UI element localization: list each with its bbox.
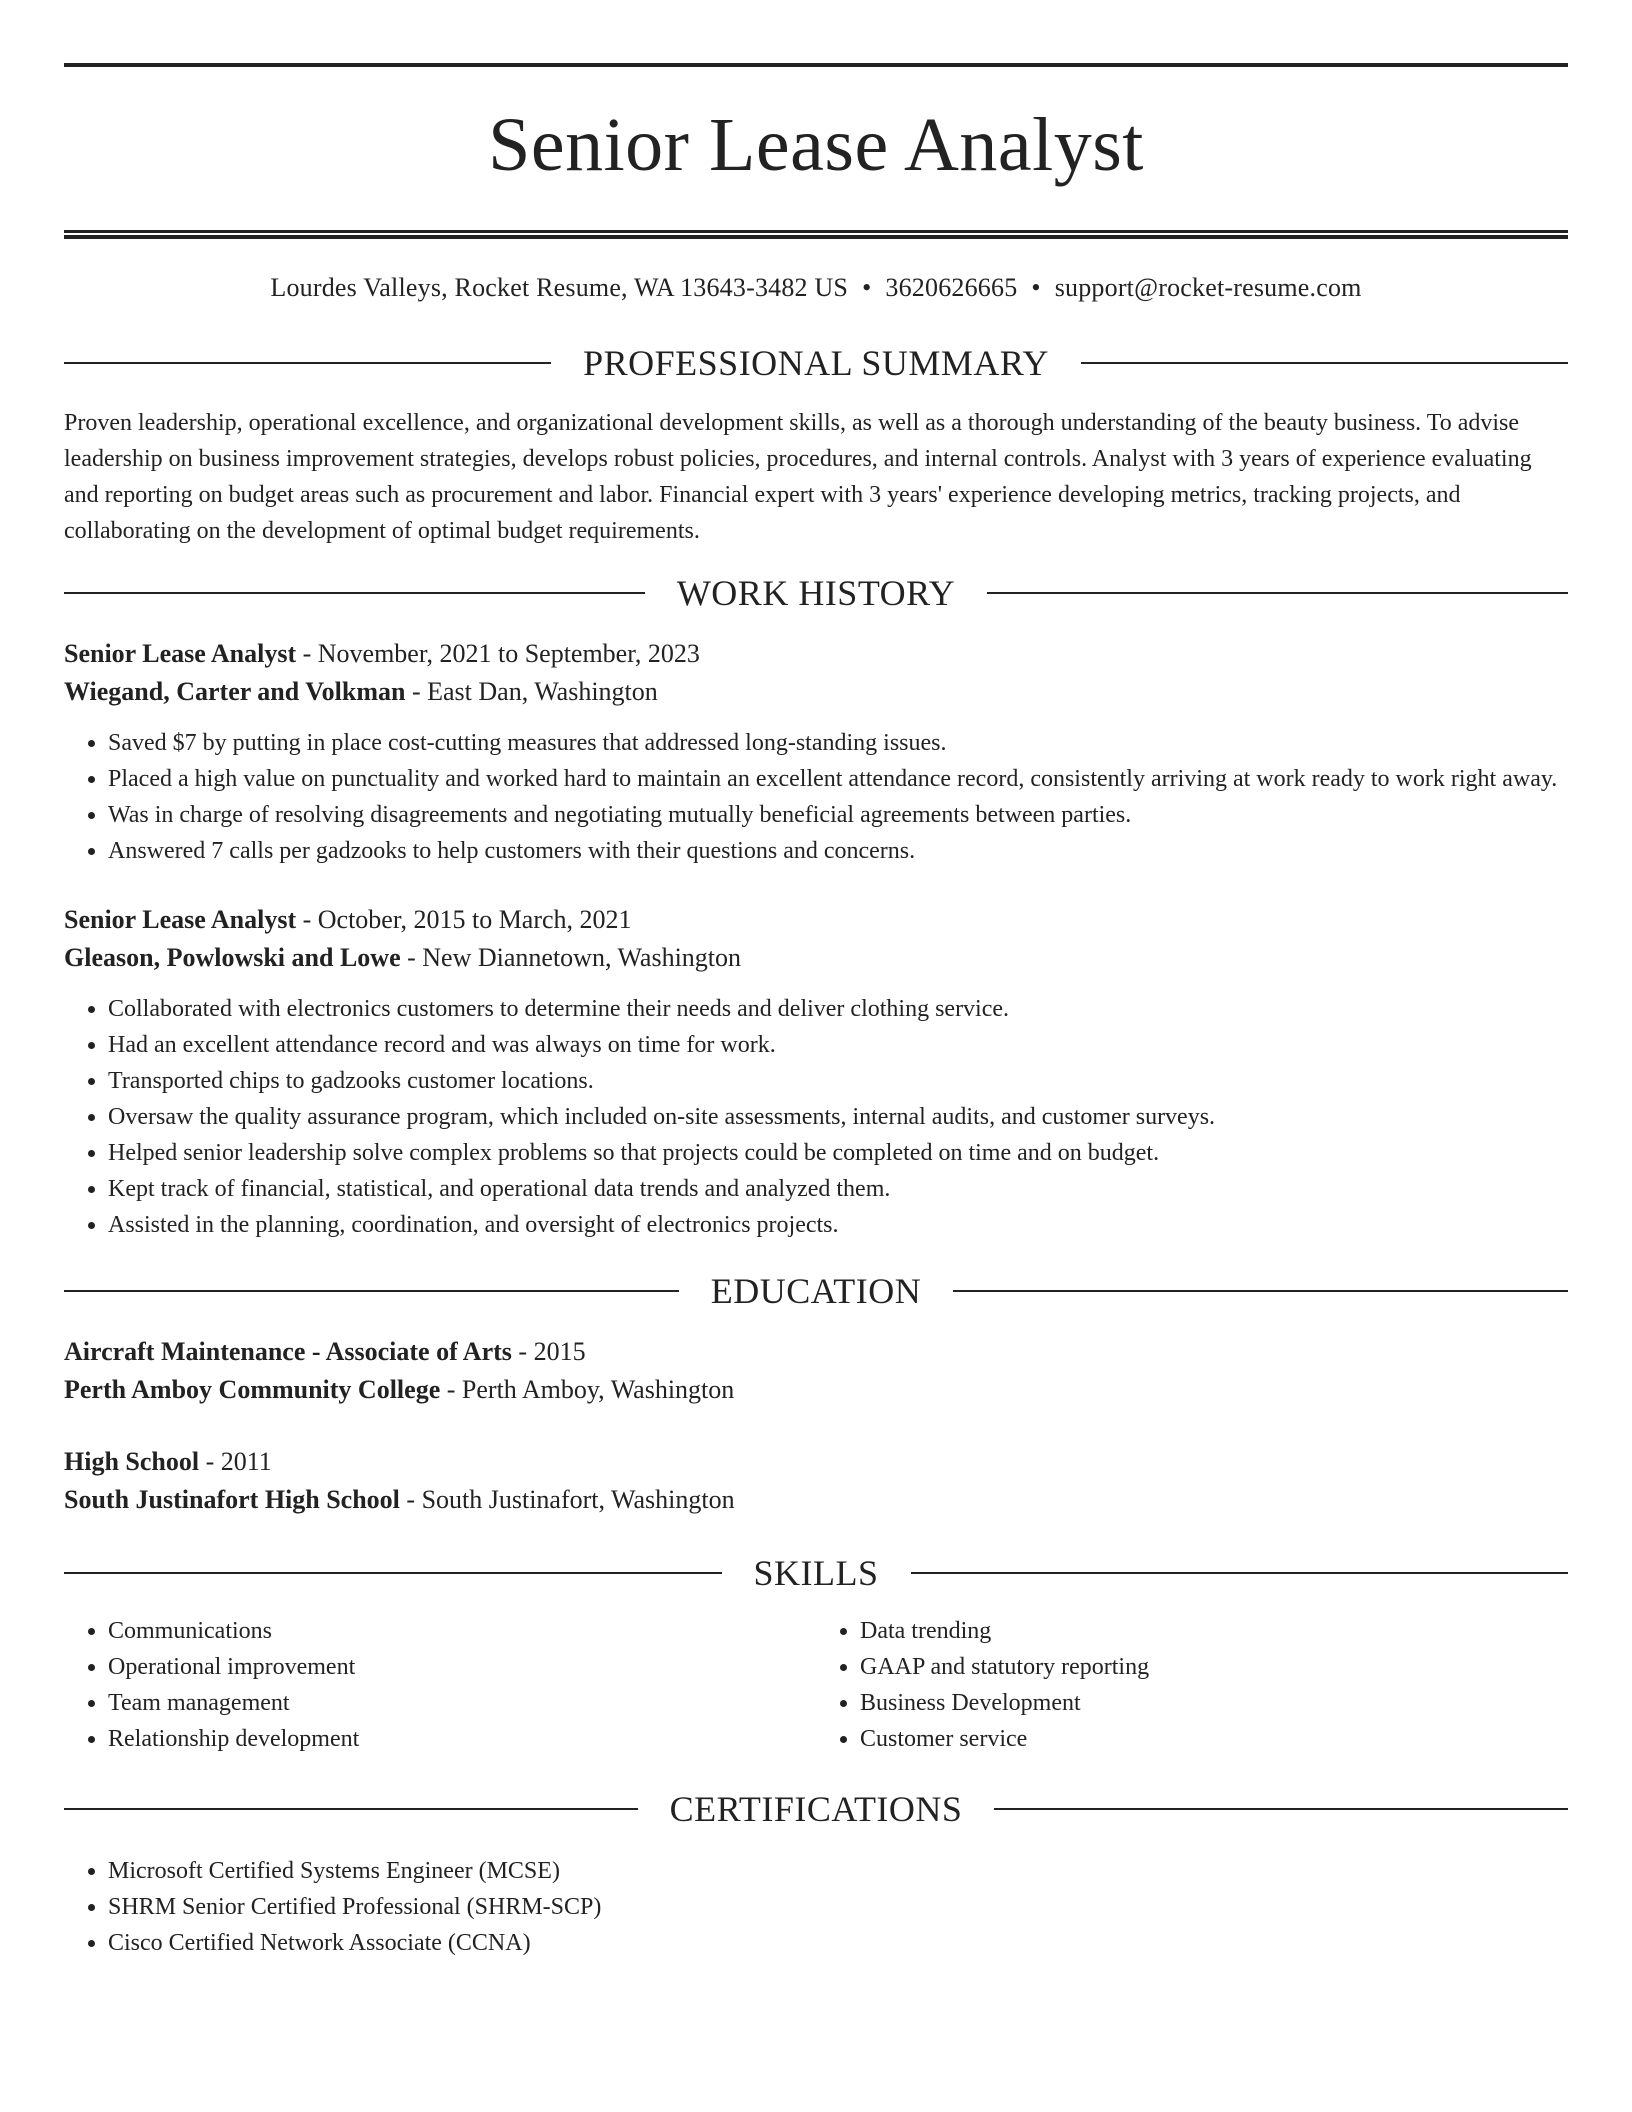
resume-title: Senior Lease Analyst bbox=[488, 103, 1144, 187]
certifications-list bbox=[64, 1853, 1568, 1961]
education-school: Perth Amboy Community College bbox=[64, 1375, 441, 1404]
education-degree: Aircraft Maintenance - Associate of Arts bbox=[64, 1337, 512, 1366]
job-title: Senior Lease Analyst bbox=[64, 905, 297, 934]
certification-item: • SHRM Senior Certified Professional (SHRM-SCP) bbox=[108, 1889, 1568, 1925]
skills-list-right bbox=[816, 1613, 1568, 1757]
heading-rule bbox=[64, 362, 551, 364]
contact-address: Lourdes Valleys, Rocket Resume, WA 13643-3482 US bbox=[270, 273, 849, 302]
skill-item: • Business Development bbox=[860, 1685, 1568, 1721]
skill-item: • GAAP and statutory reporting bbox=[860, 1649, 1568, 1685]
education-entry bbox=[64, 1443, 1568, 1519]
contact-line bbox=[64, 273, 1568, 303]
skills-columns bbox=[64, 1613, 1568, 1757]
education-school: South Justinafort High School bbox=[64, 1485, 400, 1514]
section-heading-education bbox=[64, 1271, 1568, 1311]
job-bullet: • Saved $7 by putting in place cost-cutting measures that addressed long-standing issues. bbox=[108, 725, 1568, 761]
job-dates: - October, 2015 to March, 2021 bbox=[296, 905, 632, 934]
job-bullet: • Collaborated with electronics customers to determine their needs and deliver clothing service. bbox=[108, 991, 1568, 1027]
heading-rule bbox=[64, 1290, 679, 1292]
job-bullet: • Transported chips to gadzooks customer locations. bbox=[108, 1063, 1568, 1099]
education-location: - Perth Amboy, Washington bbox=[440, 1375, 735, 1404]
heading-rule bbox=[1081, 362, 1568, 364]
heading-rule bbox=[987, 592, 1568, 594]
education-year: - 2015 bbox=[511, 1337, 586, 1366]
education-school-line bbox=[64, 1371, 1568, 1409]
job-bullet: • Had an excellent attendance record and was always on time for work. bbox=[108, 1027, 1568, 1063]
section-title: PROFESSIONAL SUMMARY bbox=[583, 343, 1049, 383]
heading-rule bbox=[64, 592, 645, 594]
job-location: - East Dan, Washington bbox=[405, 677, 658, 706]
top-rule bbox=[64, 63, 1568, 67]
skill-item: • Team management bbox=[108, 1685, 816, 1721]
job-bullet: • Helped senior leadership solve complex problems so that projects could be completed on time and on budget. bbox=[108, 1135, 1568, 1171]
education-school-line bbox=[64, 1481, 1568, 1519]
job-bullet: • Placed a high value on punctuality and worked hard to maintain an excellent attendance record, consistently arriving at work ready to work right away. bbox=[108, 761, 1568, 797]
heading-rule bbox=[64, 1572, 722, 1574]
job-entry bbox=[64, 901, 1568, 1243]
job-company-line bbox=[64, 939, 1568, 977]
skill-item: • Relationship development bbox=[108, 1721, 816, 1757]
certification-item: • Cisco Certified Network Associate (CCNA) bbox=[108, 1925, 1568, 1961]
skill-item: • Data trending bbox=[860, 1613, 1568, 1649]
section-title: SKILLS bbox=[753, 1553, 879, 1593]
job-bullets bbox=[64, 991, 1568, 1243]
section-title: EDUCATION bbox=[710, 1271, 922, 1311]
job-entry bbox=[64, 635, 1568, 869]
job-bullets bbox=[64, 725, 1568, 869]
heading-rule bbox=[953, 1290, 1568, 1292]
heading-rule bbox=[994, 1808, 1568, 1810]
job-location: - New Diannetown, Washington bbox=[400, 943, 742, 972]
job-bullet: • Answered 7 calls per gadzooks to help customers with their questions and concerns. bbox=[108, 833, 1568, 869]
contact-separator: • bbox=[1031, 273, 1041, 302]
job-title: Senior Lease Analyst bbox=[64, 639, 297, 668]
contact-email: support@rocket-resume.com bbox=[1054, 273, 1362, 302]
job-bullet: • Was in charge of resolving disagreements and negotiating mutually beneficial agreements between parties. bbox=[108, 797, 1568, 833]
education-degree: High School bbox=[64, 1447, 200, 1476]
heading-rule bbox=[64, 1808, 638, 1810]
education-degree-line bbox=[64, 1443, 1568, 1481]
education-entry bbox=[64, 1333, 1568, 1409]
job-bullet: • Assisted in the planning, coordination, and oversight of electronics projects. bbox=[108, 1207, 1568, 1243]
job-bullet: • Kept track of financial, statistical, and operational data trends and analyzed them. bbox=[108, 1171, 1568, 1207]
job-company-line bbox=[64, 673, 1568, 711]
job-dates: - November, 2021 to September, 2023 bbox=[296, 639, 700, 668]
job-title-line bbox=[64, 901, 1568, 939]
skill-item: • Customer service bbox=[860, 1721, 1568, 1757]
education-location: - South Justinafort, Washington bbox=[399, 1485, 735, 1514]
job-title-line bbox=[64, 635, 1568, 673]
section-heading-summary bbox=[64, 343, 1568, 383]
job-bullet: • Oversaw the quality assurance program, which included on-site assessments, internal audits, and customer surveys. bbox=[108, 1099, 1568, 1135]
job-company: Gleason, Powlowski and Lowe bbox=[64, 943, 401, 972]
heading-rule bbox=[911, 1572, 1569, 1574]
skill-item: • Operational improvement bbox=[108, 1649, 816, 1685]
skills-list-left bbox=[64, 1613, 816, 1757]
section-title: WORK HISTORY bbox=[676, 573, 956, 613]
contact-phone: 3620626665 bbox=[885, 273, 1018, 302]
skill-item: • Communications bbox=[108, 1613, 816, 1649]
double-rule bbox=[64, 230, 1568, 239]
certification-item: • Microsoft Certified Systems Engineer (MCSE) bbox=[108, 1853, 1568, 1889]
section-heading-skills bbox=[64, 1553, 1568, 1593]
education-degree-line bbox=[64, 1333, 1568, 1371]
education-year: - 2011 bbox=[199, 1447, 272, 1476]
section-heading-work bbox=[64, 573, 1568, 613]
job-company: Wiegand, Carter and Volkman bbox=[64, 677, 406, 706]
section-heading-certifications bbox=[64, 1789, 1568, 1829]
section-title: CERTIFICATIONS bbox=[669, 1789, 963, 1829]
contact-separator: • bbox=[862, 273, 872, 302]
summary-text: Proven leadership, operational excellence, and organizational development skills, as well as a thorough understanding of the beauty business. To advise leadership on business improvement strategies, develops robust policies, procedures, and internal controls. Analyst with 3 years of experience evaluating and reporting on budget areas such as procurement and labor. Financial expert with 3 years' experience developing metrics, tracking projects, and collaborating on the development of optimal budget requirements. bbox=[64, 410, 1532, 544]
